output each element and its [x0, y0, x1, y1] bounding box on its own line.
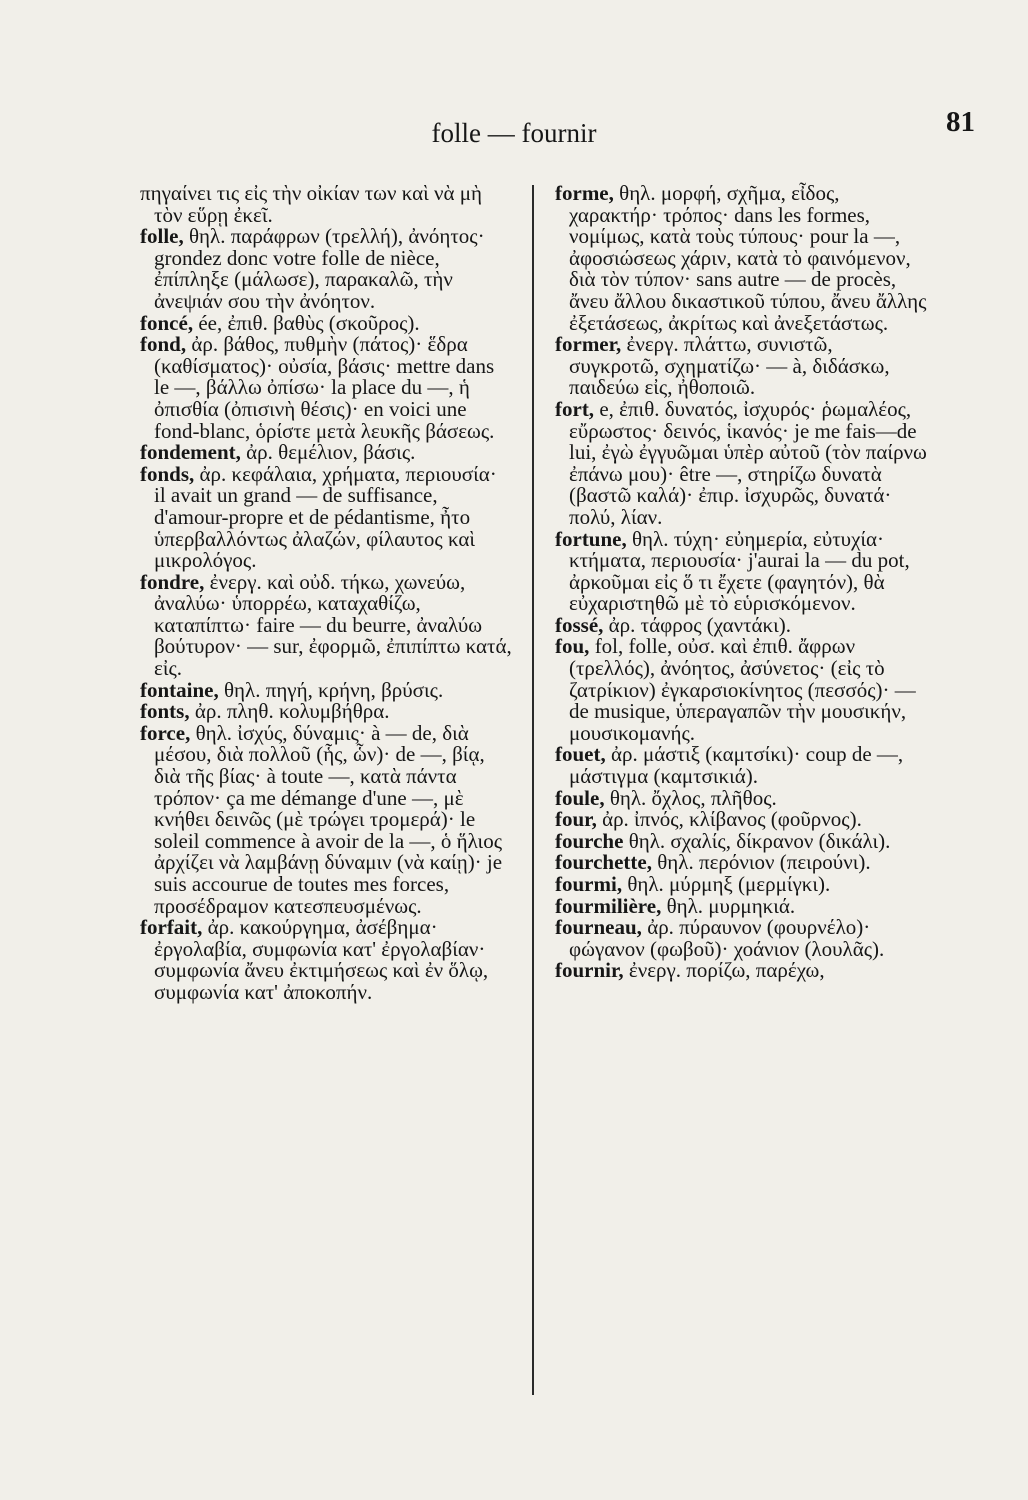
definition-text: θηλ. ἰσχύς, δύναμις· à — de, διὰ μέσου, διὰ πολλοῦ (ἧς, ὧν)· de —, βίᾳ, διὰ τῆς βίας· à toute —, κατὰ πάντα τρόπον· ça me démange d'une —, μὲ κνήθει δεινῶς (μὲ τρώγει τρομερά)· le soleil commence à avoir de la —, ὁ ἥλιος ἀρχίζει νὰ λαμβάνῃ δύναμιν (νὰ καίῃ)· je suis accourue de toutes mes forces, προσέδραμον κατεσπευσμένως. — [154, 720, 503, 918]
running-title: folle — fournir — [431, 118, 597, 148]
dictionary-entry — [555, 334, 927, 399]
definition-text: θηλ. σχαλίς, δίκρανον (δικάλι). — [628, 828, 891, 853]
definition-text: ἐνεργ. καὶ οὐδ. τήκω, χωνεύω, ἀναλύω· ὑπορρέω, καταχαθίζω, καταπίπτω· faire — du beurre, ἀναλύω βούτυρον· — sur, ἐφορμῶ, ἐπιπίπτω κατά, εἰς. — [154, 569, 512, 681]
dictionary-entry — [140, 226, 512, 312]
dictionary-entry — [555, 744, 927, 787]
dictionary-entry — [140, 569, 512, 681]
dictionary-entry — [140, 720, 512, 918]
definition-text: ἐνεργ. πλάττω, συνιστῶ, συγκροτῶ, σχηματίζω· — à, διδάσκω, παιδεύω εἰς, ἠθοποιῶ. — [569, 332, 890, 400]
dictionary-entry — [555, 828, 927, 853]
headword: fossé, — [555, 612, 604, 637]
definition-text: θηλ. μορφή, σχῆμα, εἶδος, χαρακτήρ· τρόπος· dans les formes, νομίμως, κατὰ τοὺς τύπους· pour la —, ἀφοσιώσεως χάριν, κατὰ τὸ φαινόμενον, διὰ τὸν τύπον· sans autre — de procès, ἄνευ ἄλλου δικαστικοῦ τύπου, ἄνευ ἄλλης ἐξετάσεως, ἀκρίτως καὶ ἀνεξετάστως. — [569, 181, 927, 335]
headword: foule, — [555, 785, 605, 810]
dictionary-entry — [555, 960, 927, 982]
definition-text: πηγαίνει τις εἰς τὴν οἰκίαν των καὶ νὰ μὴ τὸν εὕρῃ ἐκεῖ. — [140, 181, 483, 227]
definition-text: ἀρ. θεμέλιον, βάσις. — [246, 440, 416, 465]
headword: fourneau, — [555, 915, 642, 940]
dictionary-entry — [140, 442, 512, 464]
headword: fourchette, — [555, 850, 652, 875]
dictionary-entry — [555, 396, 927, 529]
headword: foncé, — [140, 310, 194, 335]
headword: fourche — [555, 828, 624, 853]
definition-text: ἀρ. ἰπνός, κλίβανος (φοῦρνος). — [602, 807, 862, 832]
definition-text: ἀρ. τάφρος (χαντάκι). — [608, 612, 792, 637]
headword: fourmilière, — [555, 893, 662, 918]
definition-text: θηλ. μυρμηκιά. — [666, 893, 796, 918]
dictionary-entry — [140, 917, 512, 1003]
right-column — [555, 183, 927, 982]
headword: fontaine, — [140, 677, 219, 702]
headword: fournir, — [555, 958, 624, 983]
dictionary-entry — [140, 310, 512, 335]
dictionary-entry — [140, 183, 512, 226]
headword: fond, — [140, 332, 187, 357]
headword: folle, — [140, 224, 184, 249]
definition-text: e, ἐπιθ. δυνατός, ἰσχυρός· ῥωμαλέος, εὔρωστος· δεινός, ἱκανός· je me fais—de lui, ἐγὼ ἐγγυῶμαι ὑπὲρ αὐτοῦ (τὸν παίρνω ἐπάνω μου)· être —, στηρίζω δυνατὰ (βαστῶ καλά)· ἐπιρ. ἰσχυρῶς, δυνατά· πολύ, λίαν. — [569, 396, 927, 529]
definition-text: ée, ἐπιθ. βαθὺς (σκοῦρος). — [198, 310, 420, 335]
dictionary-entry — [140, 334, 512, 442]
dictionary-entry — [555, 917, 927, 960]
headword: fou, — [555, 634, 590, 659]
definition-text: θηλ. ὄχλος, πλῆθος. — [609, 785, 777, 810]
definition-text: ἀρ. κακούργημα, ἀσέβημα· ἐργολαβία, συμφωνία κατ' ἐργολαβίαν· συμφωνία ἄνευ ἐκτιμήσεως καὶ ἐν ὅλῳ, συμφωνία κατ' ἀποκοπήν. — [154, 915, 489, 1004]
definition-text: ἀρ. μάστιξ (καμτσίκι)· coup de —, μάστιγμα (καμτσικιά). — [569, 742, 904, 789]
dictionary-entry — [140, 461, 512, 573]
headword: fourmi, — [555, 872, 623, 896]
dictionary-entry — [555, 183, 927, 334]
headword: fonds, — [140, 461, 195, 486]
headword: forfait, — [140, 915, 203, 940]
definition-text: ἀρ. κεφάλαια, χρήματα, περιουσία· il avait un grand — de suffisance, d'amour-propre et de pédantisme, ἦτο ὑπερβαλλόντως ἀλαζών, φίλαυτος καὶ μικρολόγος. — [154, 461, 497, 573]
dictionary-entry — [140, 701, 512, 723]
dictionary-entry — [555, 785, 927, 810]
definition-text: θηλ. περόνιον (πειρούνι). — [657, 850, 871, 875]
headword: four, — [555, 807, 597, 832]
definition-text: ἀρ. βάθος, πυθμὴν (πάτος)· ἕδρα (καθίσματος)· οὐσία, βάσις· mettre dans le —, βάλλω ὀπίσω· la place du —, ἡ ὀπισθία (ὀπισινὴ θέσις)· en voici une fond-blanc, ὁρίστε μετὰ λευκῆς βάσεως. — [154, 332, 495, 443]
headword: fondement, — [140, 440, 241, 465]
headword: fouet, — [555, 742, 606, 767]
headword: fondre, — [140, 569, 205, 594]
headword: fonts, — [140, 699, 190, 724]
dictionary-entry — [140, 677, 512, 702]
headword: former, — [555, 332, 622, 357]
dictionary-entry — [555, 874, 927, 896]
dictionary-entry — [555, 893, 927, 918]
definition-text: θηλ. τύχη· εὐημερία, εὐτυχία· κτήματα, περιουσία· j'aurai la — du pot, ἀρκοῦμαι εἰς ὅ τι ἔχετε (φαγητόν), θὰ εὐχαριστηθῶ μὲ τὸ εὑρισκόμενον. — [569, 526, 910, 616]
headword: force, — [140, 720, 191, 745]
headword: fortune, — [555, 526, 627, 551]
dictionary-entry — [555, 526, 927, 616]
definition-text: ἀρ. πληθ. κολυμβήθρα. — [194, 699, 390, 724]
definition-text: θηλ. μύρμηξ (μερμίγκι). — [627, 872, 831, 896]
definition-text: ἐνεργ. πορίζω, παρέχω, — [628, 958, 825, 983]
column-divider — [532, 185, 534, 1395]
definition-text: fol, folle, οὐσ. καὶ ἐπιθ. ἄφρων (τρελλός), ἀνόητος, ἀσύνετος· (εἰς τὸ ζατρίκιον) ἐγκαρσιοκίνητος (πεσσός)· — de musique, ὑπεραγαπῶν τὴν μουσικήν, μουσικομανής. — [569, 634, 916, 745]
dictionary-entry — [555, 852, 927, 874]
definition-text: θηλ. παράφρων (τρελλή), ἀνόητος· grondez donc votre folle de nièce, ἐπίπληξε (μάλωσε), παρακαλῶ, τὴν ἀνεψιάν σου τὴν ἀνόητον. — [154, 224, 485, 313]
dictionary-entry — [555, 636, 927, 744]
left-column — [140, 183, 512, 1004]
headword: forme, — [555, 181, 614, 205]
headword: fort, — [555, 396, 595, 421]
dictionary-entry — [555, 612, 927, 637]
definition-text: ἀρ. πύραυνον (φουρνέλο)· φώγανον (φωβοῦ)· χοάνιον (λουλᾶς). — [569, 915, 885, 961]
page-number: 81 — [946, 106, 975, 138]
dictionary-entry — [555, 809, 927, 831]
definition-text: θηλ. πηγή, κρήνη, βρύσις. — [224, 677, 444, 702]
